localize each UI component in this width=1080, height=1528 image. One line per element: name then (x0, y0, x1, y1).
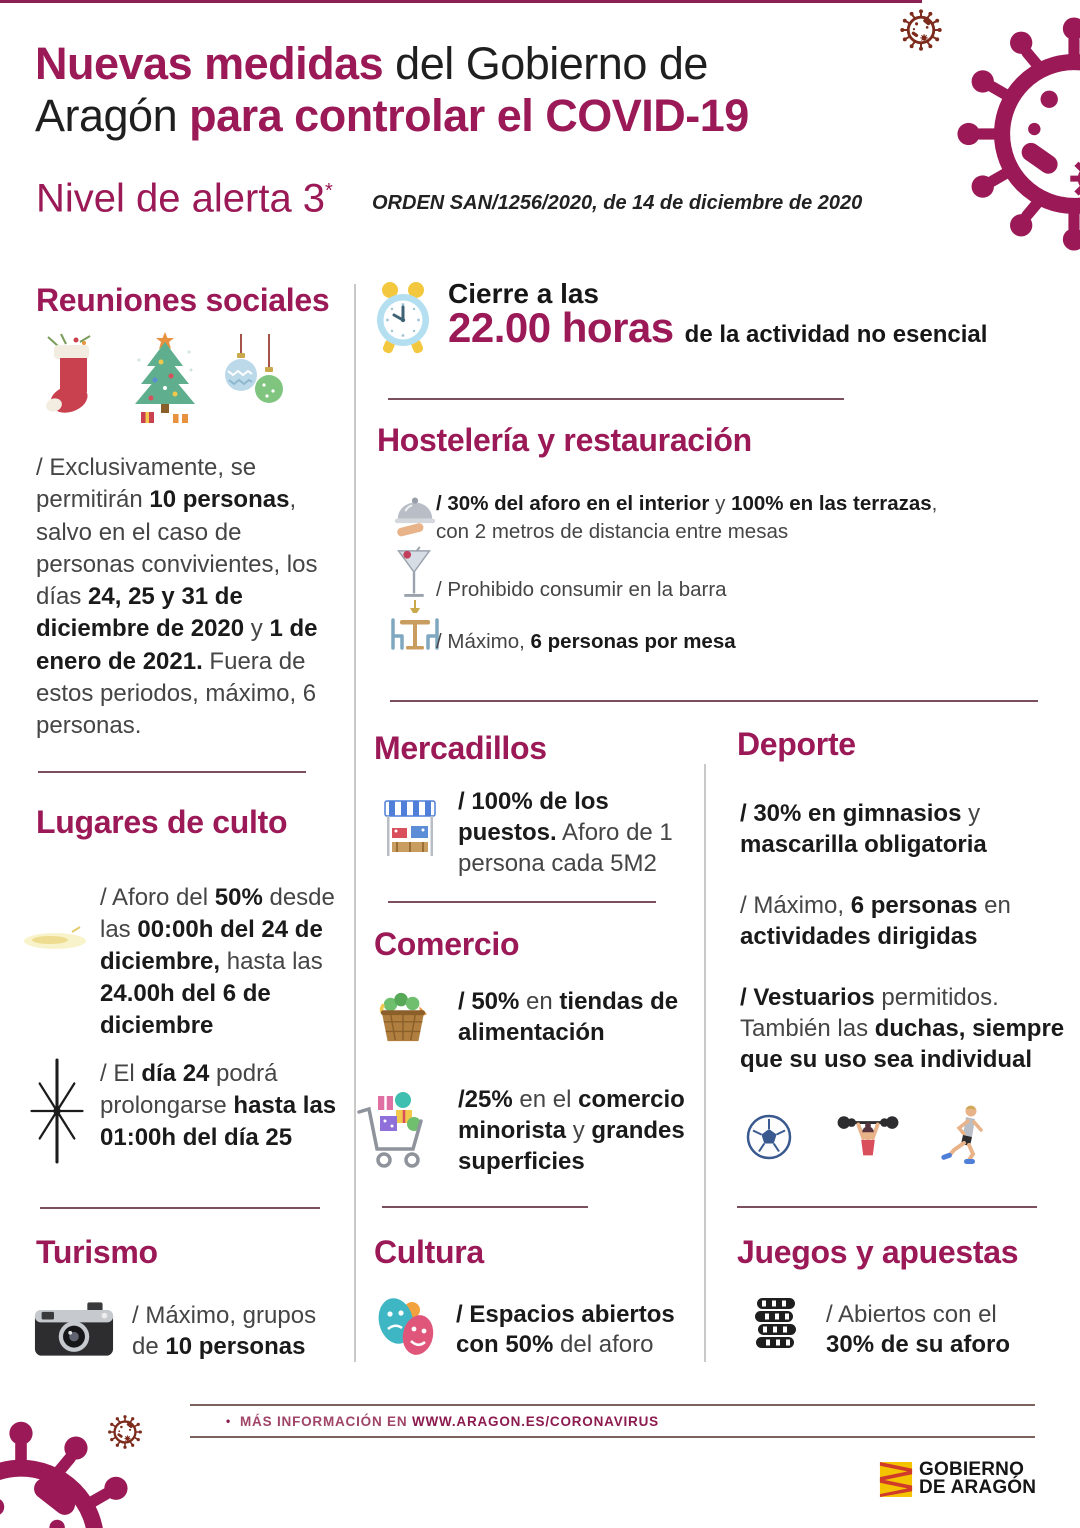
shopping-cart-icon (356, 1086, 432, 1170)
culto-item-text: / El día 24 podrá prolongarse hasta las 01:00h del día 25 (100, 1060, 337, 1151)
section-divider (382, 1206, 588, 1208)
hosteleria-item-text: / 30% del aforo en el interior y 100% en las terrazas, con 2 metros de distancia entre mesas (436, 492, 938, 543)
section-heading-reuniones: Reuniones sociales (36, 282, 330, 318)
bethlehem-star-icon (28, 1058, 86, 1164)
grocery-basket-icon (377, 988, 429, 1046)
culto-item-text: / Aforo del 50% desde las 00:00h del 24 de diciembre, hasta las 24.00h del 6 de diciembre (100, 884, 335, 1039)
section-heading-comercio: Comercio (374, 926, 520, 962)
more-info-text: MÁS INFORMACIÓN EN WWW.ARAGON.ES/CORONAVIRUS (240, 1413, 659, 1429)
header-divider (0, 0, 922, 3)
coronavirus-icon (950, 10, 1080, 258)
bullet-icon: • (226, 1414, 232, 1428)
poker-chips-icon (752, 1296, 800, 1356)
cocktail-glass-icon (396, 546, 432, 608)
cultura-item-text: / Espacios abiertos con 50% del aforo (456, 1301, 675, 1358)
alert-level-label: Nivel de alerta 3* (36, 176, 333, 221)
section-divider (388, 901, 656, 903)
section-divider (388, 398, 844, 400)
christmas-stocking-icon (46, 332, 98, 424)
more-info-link (226, 1408, 659, 1434)
comercio-item-text: / 50% en tiendas de alimentación (458, 988, 679, 1046)
footer-divider (190, 1436, 1035, 1438)
section-heading-deporte: Deporte (737, 726, 856, 762)
footer-divider (190, 1404, 1035, 1406)
section-heading-culto: Lugares de culto (36, 804, 288, 840)
closing-time-detail: de la actividad no esencial (684, 321, 988, 348)
weightlifter-icon (834, 1110, 902, 1166)
section-divider (390, 700, 1038, 702)
deporte-item-text: / 30% en gimnasios y mascarilla obligatoria (740, 800, 987, 858)
comercio-item-text: /25% en el comercio minorista y grandes superficies (458, 1086, 685, 1175)
closing-time-value: 22.00 horas (448, 304, 674, 351)
deporte-item-text: / Máximo, 6 personas en actividades dirigidas (740, 892, 1011, 950)
camera-icon (34, 1300, 114, 1358)
theater-masks-icon (374, 1294, 438, 1358)
section-heading-juegos: Juegos y apuestas (737, 1234, 1019, 1270)
alarm-clock-icon (377, 278, 429, 358)
logo-line1: GOBIERNO (919, 1459, 1025, 1480)
gobierno-aragon-logo (879, 1459, 1036, 1499)
hosteleria-item-text: / Máximo, 6 personas por mesa (436, 630, 736, 653)
coronavirus-icon (107, 1414, 143, 1450)
page-title: Nuevas medidas del Gobierno de Aragón para controlar el COVID-19 (35, 38, 749, 141)
closing-time-intro: Cierre a las (448, 278, 599, 309)
runner-icon (938, 1104, 990, 1166)
christmas-baubles-icon (224, 334, 284, 422)
column-divider (354, 284, 356, 1362)
market-stall-icon (383, 798, 437, 860)
turismo-item-text: / Máximo, grupos de 10 personas (132, 1302, 317, 1360)
candle-glow-icon (22, 922, 88, 958)
serving-cloche-icon (392, 490, 438, 538)
column-divider (704, 764, 706, 1362)
closing-time-line (448, 304, 987, 352)
section-heading-cultura: Cultura (374, 1234, 484, 1270)
reuniones-body-text: / Exclusivamente, se permitirán 10 personas, salvo en el caso de personas convivientes, los días 24, 25 y 31 de diciembre de 2020 y 1 de enero de 2021. Fuera de estos periodos, máximo, 6 personas. (36, 454, 318, 740)
section-divider (40, 1207, 320, 1209)
aragon-emblem-icon (879, 1459, 913, 1499)
soccer-ball-icon (746, 1114, 792, 1160)
juegos-item-text: / Abiertos con el 30% de su aforo (826, 1301, 1011, 1358)
section-heading-mercadillos: Mercadillos (374, 730, 547, 766)
section-heading-turismo: Turismo (36, 1234, 158, 1270)
table-and-chairs-icon (388, 600, 442, 656)
hosteleria-item-text: / Prohibido consumir en la barra (436, 578, 727, 601)
mercadillos-item-text: / 100% de los puestos. Aforo de 1 persona cada 5M2 (458, 788, 673, 877)
logo-line2: DE ARAGÓN (919, 1477, 1037, 1498)
order-reference: ORDEN SAN/1256/2020, de 14 de diciembre de 2020 (372, 192, 863, 214)
coronavirus-icon (899, 8, 943, 52)
section-heading-hosteleria: Hostelería y restauración (377, 422, 752, 458)
deporte-item-text: / Vestuarios permitidos. También las duchas, siempre que su uso sea individual (740, 984, 1065, 1073)
logo-text (919, 1461, 1036, 1497)
christmas-tree-icon (131, 330, 199, 426)
section-divider (38, 771, 306, 773)
section-divider (737, 1206, 1037, 1208)
